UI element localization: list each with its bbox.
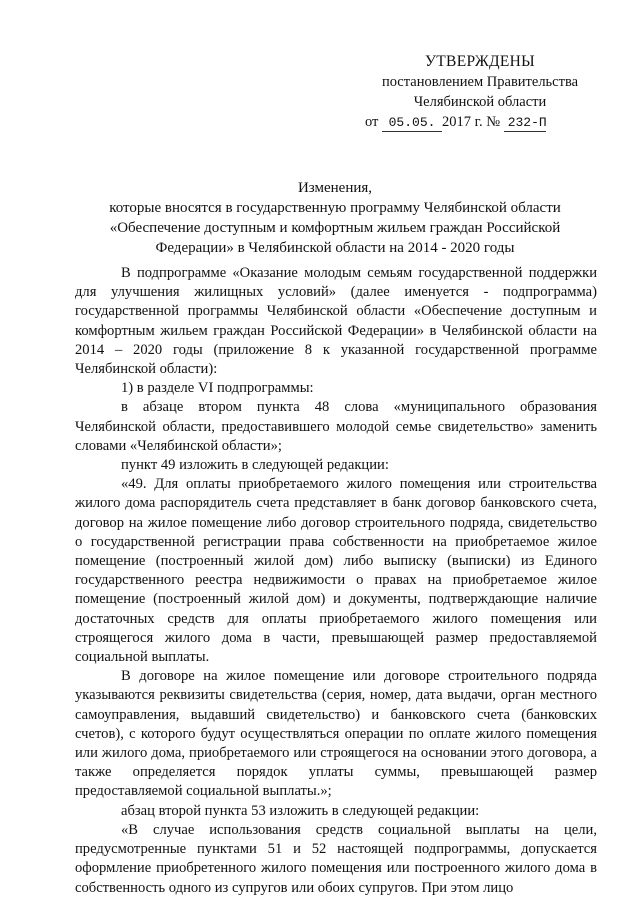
document-heading (70, 178, 600, 258)
paragraph-intro: В подпрограмме «Оказание молодым семьям государственной поддержки для улучшения жилищных условий» (далее именуется - подпрограмма) государственной программы Челябинской области «Обеспечение доступным и комфортным жильем граждан Российской Федерации» в Челябинской области на 2014 – 2020 годы (приложение 8 к указанной государственной программе Челябинской области): (75, 265, 597, 378)
heading-line-2: которые вносятся в государственную программу Челябинской области (109, 200, 561, 216)
approval-line-1: постановлением Правительства (381, 74, 579, 90)
paragraph-point-49-intro: пункт 49 изложить в следующей редакции: (121, 457, 389, 474)
heading-line-3: «Обеспечение доступным и комфортным жильем граждан Российской (109, 220, 561, 236)
paragraph-section-vi: 1) в разделе VI подпрограммы: (121, 380, 314, 397)
heading-line-1: Изменения, (297, 180, 373, 196)
paragraph-contract-details: В договоре на жилое помещение или договоре строительного подряда указываются реквизиты свидетельства (серия, номер, дата выдачи, орган местного самоуправления, выдавший свидетельство) и банковского счета (банковских счетов), с которого будут осуществляться операции по оплате жилого помещения или жилого дома, приобретаемого или строящегося на основании этого договора, а также определяется порядок уплаты суммы, превышающей размер предоставляемой социальной выплаты.»; (75, 668, 597, 800)
from-label: от (365, 114, 379, 130)
decree-date: 05.05. (382, 115, 442, 132)
heading-line-4: Федерации» в Челябинской области на 2014 - 2020 годы (155, 240, 515, 256)
document-body (75, 264, 597, 898)
approval-date-line (365, 112, 600, 132)
paragraph-point-49-text: «49. Для оплаты приобретаемого жилого помещения или строительства жилого дома распорядитель счета представляет в банк договор банковского счета, договор на жилое помещение либо договор строительного подряда, свидетельство о государственной регистрации права собственности на приобретаемое жилое помещение (построенный жилой дом) либо выписку (выписки) из Единого государственного реестра недвижимости о правах на приобретаемое жилое помещение (построенный жилой дом) и документы, подтверждающие наличие достаточных средств для оплаты приобретаемого жилого помещения или строящегося жилого дома в части, превышающей размер предоставляемой социальной выплаты. (75, 476, 597, 666)
paragraph-point-53-text: «В случае использования средств социальной выплаты на цели, предусмотренные пунктами 51 и 52 настоящей подпрограммы, допускается оформление приобретенного жилого помещения или построенного жилого дома в собственность одного из супругов или обоих супругов. При этом лицо (75, 821, 597, 896)
paragraph-point-53-intro: абзац второй пункта 53 изложить в следующей редакции: (121, 802, 480, 819)
decree-number: 232-П (504, 115, 546, 132)
approval-block (360, 52, 600, 132)
paragraph-point-48: в абзаце втором пункта 48 слова «муниципального образования Челябинской области, предоставившего молодой семье свидетельство» заменить словами «Челябинской области»; (75, 399, 597, 454)
approval-line-2: Челябинской области (413, 94, 547, 110)
decree-year-label: 2017 г. № (442, 114, 501, 130)
approval-title: УТВЕРЖДЕНЫ (425, 53, 535, 70)
